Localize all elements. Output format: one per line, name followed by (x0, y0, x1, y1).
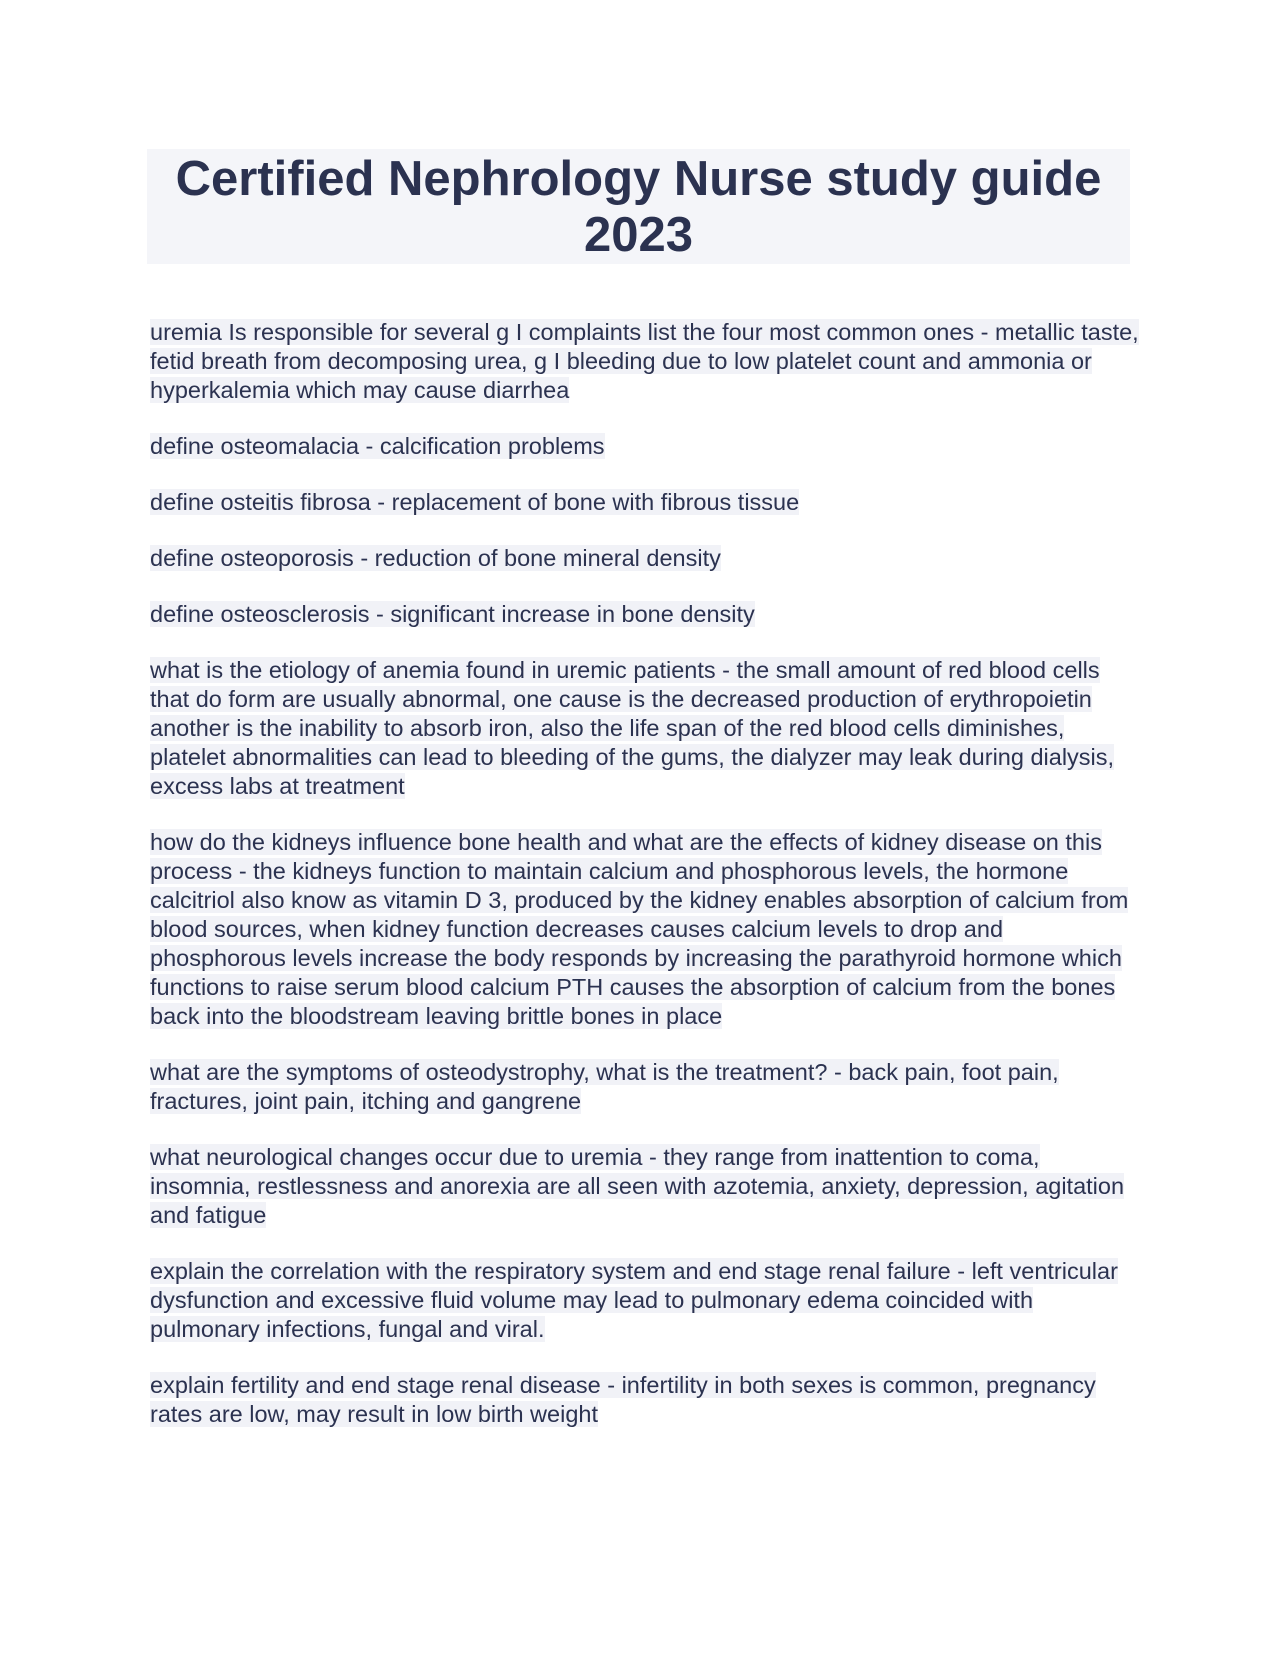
qa-osteoporosis (150, 544, 1140, 573)
title-banner (147, 149, 1130, 264)
page-title (176, 151, 1102, 263)
qa-osteomalacia (150, 432, 1140, 461)
qa-text: define osteoporosis - reduction of bone mineral density (150, 545, 721, 571)
qa-text: what neurological changes occur due to uremia - they range from inattention to coma, insomnia, restlessness and anorexia are all seen with azotemia, anxiety, depression, agitation and fatigue (150, 1144, 1125, 1228)
qa-osteitis-fibrosa (150, 488, 1140, 517)
qa-text: explain fertility and end stage renal disease - infertility in both sexes is common, pregnancy rates are low, may result in low birth weight (150, 1372, 1096, 1427)
title-line-1: Certified Nephrology Nurse study guide (175, 151, 1102, 206)
title-line-2: 2023 (583, 207, 693, 262)
qa-respiratory-correlation (150, 1257, 1140, 1344)
qa-text: define osteomalacia - calcification problems (150, 433, 605, 459)
study-guide-content (150, 318, 1140, 1456)
qa-text: explain the correlation with the respiratory system and end stage renal failure - left ventricular dysfunction and excessive fluid volume may lead to pulmonary edema coincided with pulmonary infections, fungal and viral. (150, 1258, 1118, 1342)
qa-osteosclerosis (150, 600, 1140, 629)
qa-anemia-etiology (150, 656, 1140, 801)
qa-text: what are the symptoms of osteodystrophy, what is the treatment? - back pain, foot pain, fractures, joint pain, itching and gangrene (150, 1059, 1059, 1114)
qa-kidneys-bone-health (150, 828, 1140, 1031)
qa-text: define osteitis fibrosa - replacement of bone with fibrous tissue (150, 489, 800, 515)
qa-text: how do the kidneys influence bone health and what are the effects of kidney disease on this process - the kidneys function to maintain calcium and phosphorous levels, the hormone calcitriol also know as vitamin D 3, produced by the kidney enables absorption of calcium from blood sources, when kidney function decreases causes calcium levels to drop and phosphorous levels increase the body responds by increasing the parathyroid hormone which functions to raise serum blood calcium PTH causes the absorption of calcium from the bones back into the bloodstream leaving brittle bones in place (150, 829, 1129, 1029)
qa-fertility-esrd (150, 1371, 1140, 1429)
qa-text: uremia Is responsible for several g I complaints list the four most common ones - metallic taste, fetid breath from decomposing urea, g I bleeding due to low platelet count and ammonia or hyperkalemia which may cause diarrhea (150, 319, 1139, 403)
qa-neurological-changes (150, 1143, 1140, 1230)
qa-uremia-gi-complaints (150, 318, 1140, 405)
qa-text: what is the etiology of anemia found in uremic patients - the small amount of red blood cells that do form are usually abnormal, one cause is the decreased production of erythropoietin another is the inability to absorb iron, also the life span of the red blood cells diminishes, platelet abnormalities can lead to bleeding of the gums, the dialyzer may leak during dialysis, excess labs at treatment (150, 657, 1115, 799)
qa-osteodystrophy-symptoms (150, 1058, 1140, 1116)
qa-text: define osteosclerosis - significant increase in bone density (150, 601, 755, 627)
